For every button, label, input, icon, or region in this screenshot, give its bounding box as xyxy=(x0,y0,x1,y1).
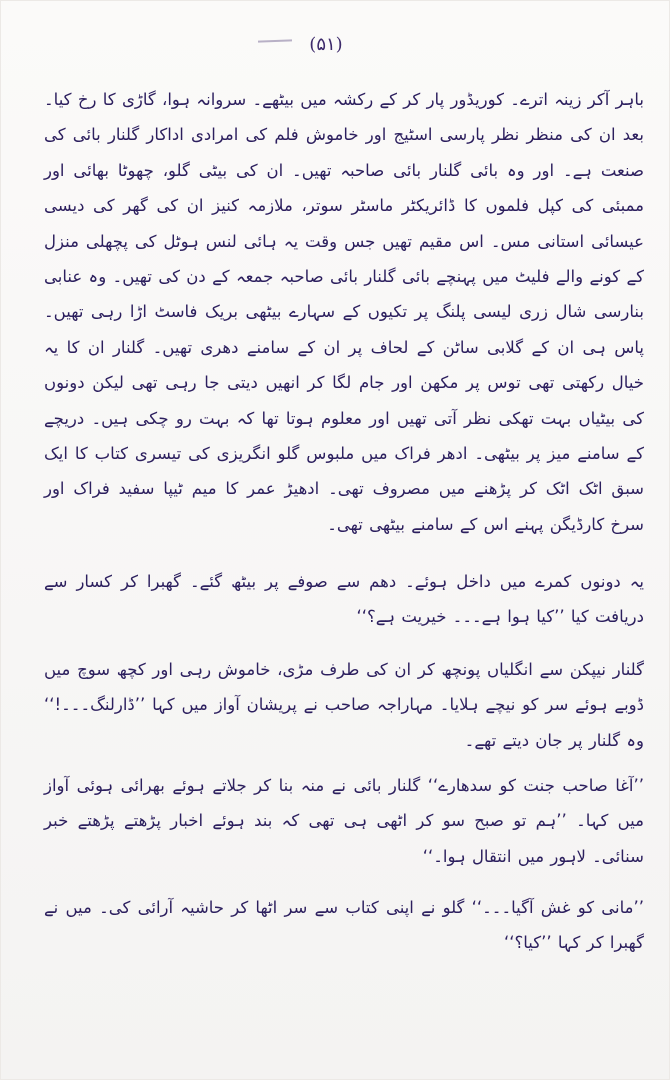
paragraph-5: ’’مانی کو غش آگیا۔۔۔‘‘ گلو نے اپنی کتاب سے سر اٹھا کر حاشیہ آرائی کی۔ میں نے گھبرا کر کہا ’’کیا؟‘‘ xyxy=(44,898,644,953)
page-number: (۵۱) xyxy=(309,34,343,55)
paragraph-2: یہ دونوں کمرے میں داخل ہوئے۔ دھم سے صوفے پر بیٹھ گئے۔ گھبرا کر کسار سے دریافت کیا ’’کیا ہوا ہے۔۔۔ خیریت ہے؟‘‘ xyxy=(44,572,644,627)
paragraph-3: گلنار نیپکن سے انگلیاں پونچھ کر ان کی طرف مڑی، خاموش رہی اور کچھ سوچ میں ڈوبے ہوئے سر کو نیچے ہلایا۔ مہاراجہ صاحب نے پریشان آواز میں کہا ’’ڈارلنگ۔۔۔!‘‘ وہ گلنار پر جان دیتے تھے۔ xyxy=(44,660,644,750)
pen-stroke-mark xyxy=(258,39,292,42)
paragraph-1: باہر آکر زینہ اترے۔ کوریڈور پار کر کے رکشہ میں بیٹھے۔ سروانہ ہوا، گاڑی کا رخ کیا۔ بعد ان کی منظر نظر پارسی اسٹیج اور خاموش فلم کی امرادی اداکار گلنار بائی کی صنعت ہے۔ اور وہ بائی گلنار بائی صاحبہ تھیں۔ ان کی بیٹی گلو، چھوٹا بھائی اور ممبئی کی کپل فلموں کا ڈائریکٹر ماسٹر سوتر، ملازمہ کنیز ان کی گھر کی دیسی عیسائی استانی مس۔ اس مقیم تھیں جس وقت یہ ہائی لنس ہوٹل کی پچھلی منزل کے کونے والے فلیٹ میں پہنچے بائی گلنار بائی صاحبہ جمعہ کے دن کی تھیں۔ وہ عنابی بنارسی شال زری لیسی پلنگ پر تکیوں کے سہارے بیٹھی بریک فاسٹ اڑا رہی تھیں۔ پاس ہی ان کے گلابی ساٹن کے لحاف پر ان کے سامنے دھری تھیں۔ گلنار ان کا یہ خیال رکھتی تھی توس پر مکھن اور جام لگا کر انھیں دیتی جا رہی تھی لیکن دونوں کی بیٹیاں بہت تھکی نظر آتی تھیں اور معلوم ہوتا تھا کہ بہت رو چکی ہیں۔ دریچے کے سامنے میز پر بیٹھی۔ ادھر فراک میں ملبوس گلو انگریزی کی تیسری کتاب کا ایک سبق اٹک اٹک کر پڑھنے میں مصروف تھی۔ ادھیڑ عمر کا میم ٹیپا سفید فراک اور سرخ کارڈیگن پہنے اس کے سامنے بیٹھی تھی۔ xyxy=(44,90,644,534)
paragraph-4: ’’آغا صاحب جنت کو سدھارے‘‘ گلنار بائی نے منہ بنا کر جلاتے ہوئے بھرائی ہوئی آواز میں کہا۔ ’’ہم تو صبح سو کر اٹھی ہی تھی کہ بند ہوئے اخبار پڑھتے پڑھتے خبر سنائی۔ لاہور میں انتقال ہوا۔‘‘ xyxy=(44,776,644,866)
